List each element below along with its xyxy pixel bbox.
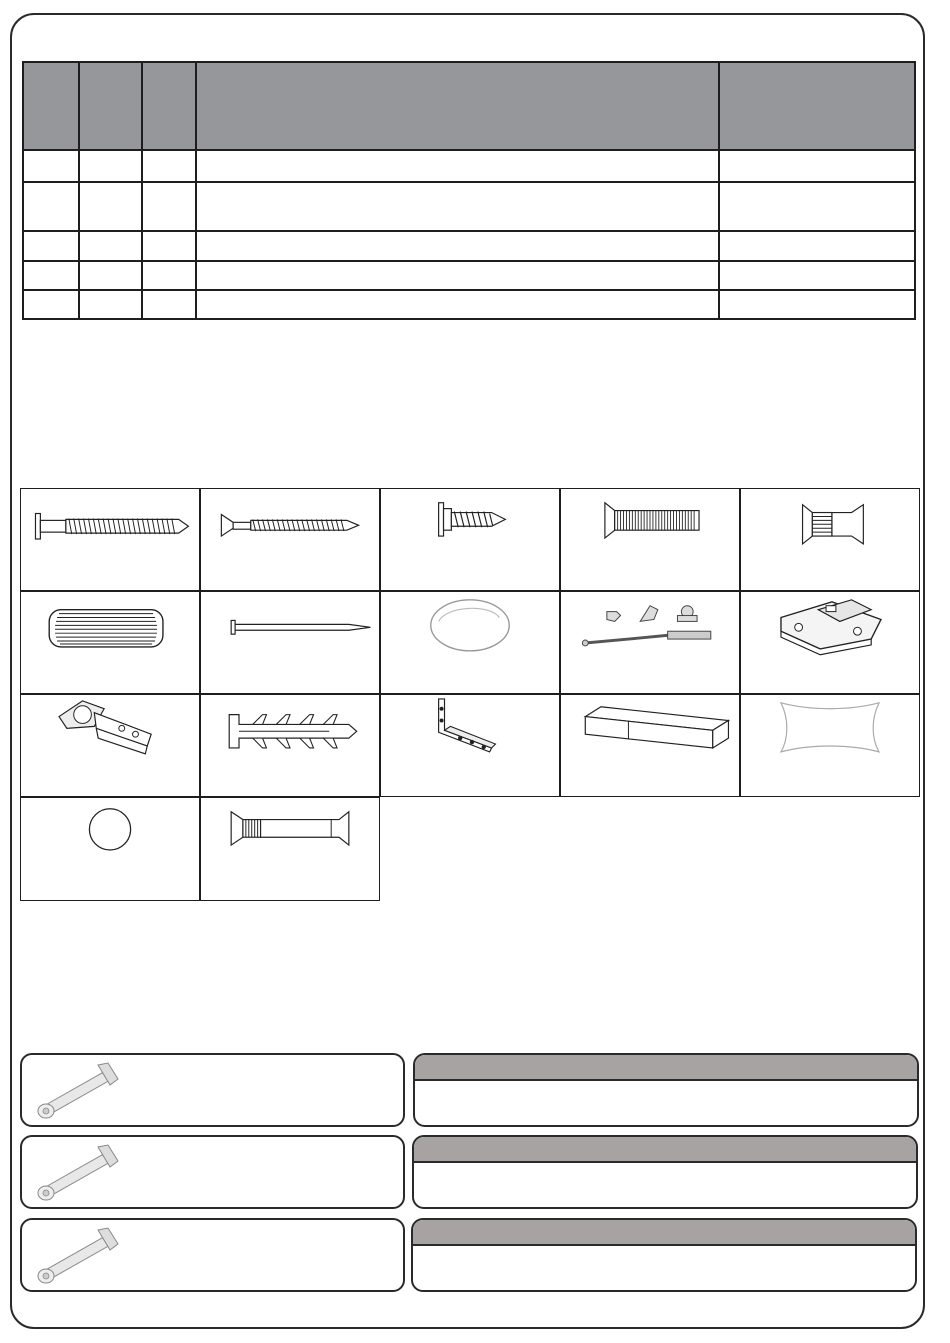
hardware-cell	[200, 797, 380, 901]
step-illustration-box	[20, 1135, 405, 1209]
connector-bolt-icon	[28, 1224, 124, 1288]
step-instruction-box	[413, 1053, 919, 1127]
table-row	[23, 150, 915, 182]
l-bracket-icon	[381, 695, 559, 796]
table-cell	[23, 182, 79, 230]
gas-strut-kit-icon	[561, 592, 739, 693]
table-cell	[196, 290, 719, 319]
table-cell	[79, 182, 142, 230]
washer-head-screw-icon	[381, 489, 559, 590]
mounting-plate-icon	[741, 592, 919, 693]
hardware-cell	[560, 488, 740, 591]
table-cell	[196, 182, 719, 230]
hardware-cell	[740, 591, 920, 694]
step-header-bar	[414, 1137, 916, 1163]
hinge-icon	[21, 695, 199, 796]
wood-block-icon	[561, 695, 739, 796]
table-cell	[142, 290, 196, 319]
table-cell	[719, 231, 915, 261]
table-row	[23, 182, 915, 230]
header-cell	[23, 62, 79, 150]
long-bolt-icon	[21, 489, 199, 590]
hardware-cell	[20, 797, 200, 901]
hardware-cell	[380, 591, 560, 694]
table-cell	[142, 261, 196, 290]
step-header-bar	[415, 1055, 917, 1081]
hardware-cell	[380, 694, 560, 797]
table-row	[23, 261, 915, 290]
countersunk-screw-icon	[561, 489, 739, 590]
hardware-cell	[740, 694, 920, 797]
wooden-dowel-icon	[21, 592, 199, 693]
hardware-cell	[20, 694, 200, 797]
hardware-cell	[20, 488, 200, 591]
hardware-cell	[560, 591, 740, 694]
table-cell	[196, 231, 719, 261]
table-cell	[196, 261, 719, 290]
table-cell	[79, 231, 142, 261]
table-cell	[719, 290, 915, 319]
header-cell	[79, 62, 142, 150]
hardware-cell	[740, 488, 920, 591]
table-cell	[79, 261, 142, 290]
table-cell	[142, 150, 196, 182]
step-instruction-box	[411, 1218, 917, 1292]
wall-plug-icon	[201, 695, 379, 796]
table-cell	[23, 261, 79, 290]
table-cell	[79, 150, 142, 182]
table-row	[23, 231, 915, 261]
long-screw-icon	[201, 489, 379, 590]
connector-bolt-icon	[201, 798, 379, 900]
header-cell	[719, 62, 915, 150]
table-cell	[719, 261, 915, 290]
step-instruction-box	[412, 1135, 918, 1209]
table-cell	[719, 150, 915, 182]
header-cell	[142, 62, 196, 150]
table-header-row	[23, 62, 915, 150]
cover-cap-icon	[21, 798, 199, 900]
table-cell	[142, 182, 196, 230]
pad-icon	[741, 695, 919, 796]
table-row	[23, 290, 915, 319]
table-cell	[719, 182, 915, 230]
table-cell	[23, 290, 79, 319]
table-cell	[196, 150, 719, 182]
parts-table	[22, 61, 916, 320]
table-cell	[79, 290, 142, 319]
table-cell	[142, 231, 196, 261]
hardware-cell	[380, 488, 560, 591]
table-cell	[23, 231, 79, 261]
hardware-cell	[20, 591, 200, 694]
table-cell	[23, 150, 79, 182]
knob-icon	[381, 592, 559, 693]
step-illustration-box	[20, 1053, 405, 1127]
hardware-cell	[560, 694, 740, 797]
hardware-cell	[200, 694, 380, 797]
step-illustration-box	[20, 1218, 405, 1292]
header-cell	[196, 62, 719, 150]
nail-icon	[201, 592, 379, 693]
step-header-bar	[413, 1220, 915, 1246]
connector-bolt-icon	[28, 1141, 124, 1205]
hardware-cell	[200, 488, 380, 591]
hardware-cell	[200, 591, 380, 694]
connector-nut-icon	[741, 489, 919, 590]
connector-bolt-icon	[28, 1059, 124, 1123]
